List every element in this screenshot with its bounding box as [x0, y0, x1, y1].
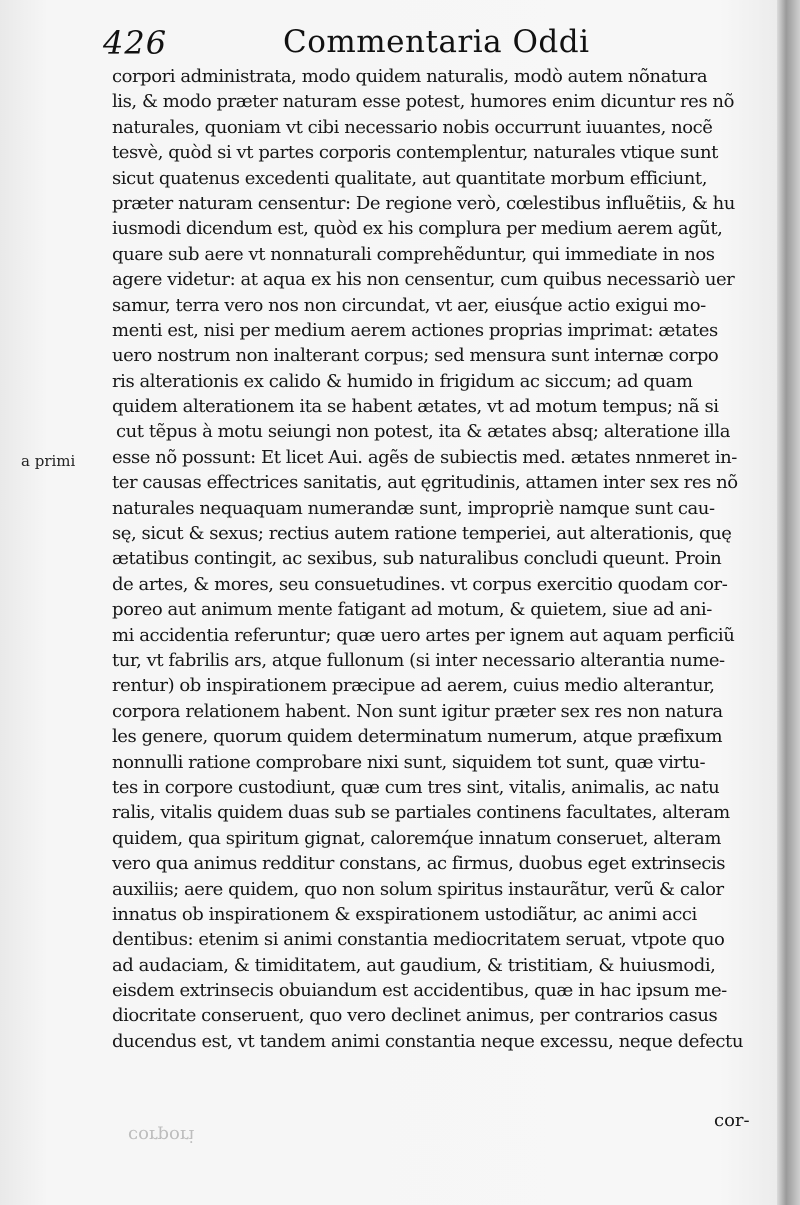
text-line: diocritate conseruent, quo vero declinet animus, per contrarios casus: [112, 1005, 718, 1027]
text-line: rentur) ob inspirationem prӕcipue ad aerem, cuius medio alterantur,: [112, 675, 715, 697]
text-line: naturales nequaquam numerandӕ sunt, impropriè namque sunt cau-: [112, 497, 715, 519]
text-line: sicut quatenus excedenti qualitate, aut quantitate morbum efficiunt,: [112, 167, 707, 189]
text-line: ralis, vitalis quidem duas sub se partiales continens facultates, alteram: [112, 802, 730, 824]
text-line: ter causas effectrices sanitatis, aut ęgritudinis, attamen inter sex res nõ: [112, 472, 738, 494]
text-line: corpora relationem habent. Non sunt igitur prӕter sex res non natura: [112, 700, 723, 722]
text-line: ad audaciam, & timiditatem, aut gaudium, & tristitiam, & huiusmodi,: [112, 954, 716, 976]
text-line: prӕter naturam censentur: De regione verò, cœlestibus influẽtiis, & hu: [112, 192, 735, 214]
binding-gutter: [777, 0, 800, 1205]
bleed-through-text: corpori: [128, 1125, 195, 1146]
catchword: cor-: [714, 1110, 750, 1131]
text-line: uero nostrum non inalterant corpus; sed mensura sunt internӕ corpo: [112, 345, 719, 367]
text-line: poreo aut animum mente fatigant ad motum, & quietem, siue ad ani-: [112, 599, 712, 621]
text-line: ӕtatibus contingit, ac sexibus, sub naturalibus concludi queunt. Proin: [112, 548, 722, 570]
text-line: les genere, quorum quidem determinatum numerum, atque prӕfixum: [112, 726, 723, 748]
text-line: lis, & modo prӕter naturam esse potest, humores enim dicuntur res nõ: [112, 91, 734, 113]
text-line: agere videtur: at aqua ex his non censentur, cum quibus necessariò uer: [112, 269, 735, 291]
text-line: ducendus est, vt tandem animi constantia neque excessu, neque defectu: [112, 1030, 743, 1052]
page-header: [0, 18, 800, 68]
text-line: corpori administrata, modo quidem naturalis, modò autem nõnatura: [112, 66, 708, 87]
text-line: dentibus: etenim si animi constantia mediocritatem seruat, vtpote quo: [112, 929, 725, 951]
text-line: naturales, quoniam vt cibi necessario nobis occurrunt iuuantes, nocẽ: [112, 116, 713, 138]
text-line: ris alterationis ex calido & humido in frigidum ac siccum; ad quam: [112, 370, 693, 392]
text-line: quidem alterationem ita se habent ӕtates, vt ad motum tempus; nã si: [112, 396, 719, 418]
text-line: vero qua animus redditur constans, ac firmus, duobus eget extrinsecis: [112, 853, 726, 875]
margin-note: a primi: [21, 452, 76, 470]
text-line: nonnulli ratione comprobare nixi sunt, siquidem tot sunt, quӕ virtu-: [112, 751, 706, 773]
text-line: quidem, qua spiritum gignat, caloremq́ue innatum conseruet, alteram: [112, 827, 721, 849]
page-number: 426: [103, 24, 168, 62]
text-line: tesvè, quòd si vt partes corporis contemplentur, naturales vtique sunt: [112, 142, 718, 164]
text-line: eisdem extrinsecis obuiandum est accidentibus, quӕ in hac ipsum me-: [112, 980, 727, 1002]
text-line: menti est, nisi per medium aerem actiones proprias imprimat: ӕtates: [112, 319, 718, 341]
body-text: [112, 64, 767, 1054]
text-line: de artes, & mores, seu consuetudines. vt corpus exercitio quodam cor-: [112, 573, 728, 595]
text-line: cut tẽpus à motu seiungi non potest, ita & ӕtates absq; alteratione illa: [116, 421, 731, 443]
text-line: mi accidentia referuntur; quӕ uero artes per ignem aut aquam perficiũ: [112, 624, 735, 646]
text-line: esse nõ possunt: Et licet Aui. agẽs de subiectis med. ӕtates nnmeret in-: [112, 446, 737, 468]
text-line: innatus ob inspirationem & exspirationem ustodiãtur, ac animi acci: [112, 903, 697, 925]
running-title: Commentaria Oddi: [283, 24, 590, 60]
text-line: sę, sicut & sexus; rectius autem ratione temperiei, aut alterationis, quę: [112, 523, 732, 545]
text-line: samur, terra vero nos non circundat, vt aer, eiusq́ue actio exigui mo-: [112, 294, 706, 316]
text-line: tur, vt fabrilis ars, atque fullonum (si inter necessario alterantia nume-: [112, 649, 725, 671]
text-line: tes in corpore custodiunt, quӕ cum tres sint, vitalis, animalis, ac natu: [112, 776, 720, 798]
text-line: quare sub aere vt nonnaturali comprehẽduntur, qui immediate in nos: [112, 243, 715, 265]
text-line: auxiliis; aere quidem, quo non solum spiritus instaurãtur, verũ & calor: [112, 878, 724, 900]
text-line: iusmodi dicendum est, quòd ex his complura per medium aerem agũt,: [112, 218, 723, 240]
